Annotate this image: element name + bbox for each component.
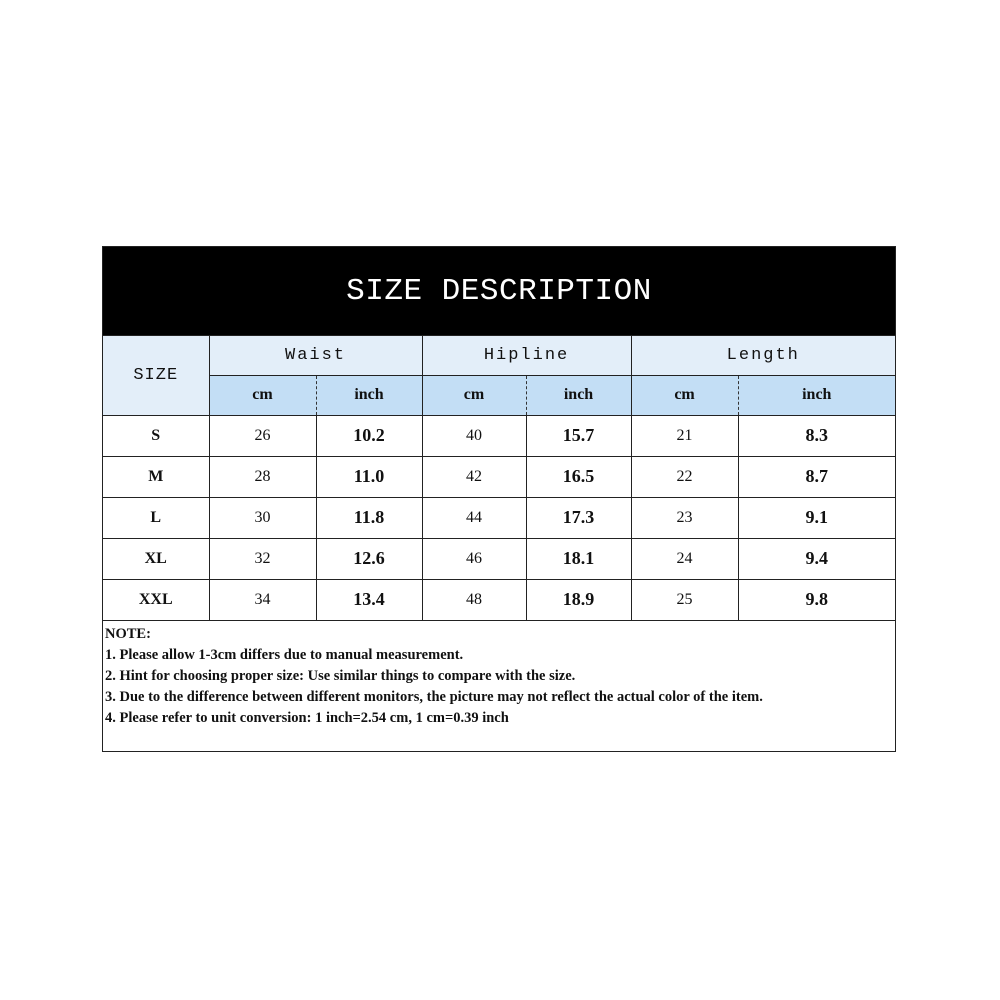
waist-cm-header: cm (209, 375, 316, 415)
hipline-cm-cell: 48 (422, 579, 526, 620)
length-cm-cell: 21 (631, 415, 738, 456)
table-row (103, 415, 895, 456)
length-inch-cell: 9.4 (738, 538, 895, 579)
hipline-inch-cell: 18.1 (526, 538, 631, 579)
table-row (103, 497, 895, 538)
size-cell: S (103, 415, 209, 456)
waist-cm-cell: 32 (209, 538, 316, 579)
length-inch-header: inch (738, 375, 895, 415)
size-cell: XL (103, 538, 209, 579)
length-inch-cell: 8.7 (738, 456, 895, 497)
hipline-inch-cell: 17.3 (526, 497, 631, 538)
hipline-cm-cell: 42 (422, 456, 526, 497)
length-cm-cell: 24 (631, 538, 738, 579)
size-column-header: SIZE (103, 336, 209, 415)
note-item: 1. Please allow 1-3cm differs due to manual measurement. (105, 646, 464, 663)
table-row (103, 538, 895, 579)
hipline-inch-cell: 18.9 (526, 579, 631, 620)
length-cm-cell: 22 (631, 456, 738, 497)
hipline-header: Hipline (422, 336, 631, 375)
hipline-inch-cell: 16.5 (526, 456, 631, 497)
waist-inch-cell: 12.6 (316, 538, 422, 579)
note-item: 3. Due to the difference between different monitors, the picture may not reflect the actual color of the item. (105, 688, 763, 705)
waist-cm-cell: 30 (209, 497, 316, 538)
size-cell: XXL (103, 579, 209, 620)
waist-inch-cell: 11.0 (316, 456, 422, 497)
notes-section (103, 621, 895, 733)
waist-cm-cell: 34 (209, 579, 316, 620)
hipline-cm-header: cm (422, 375, 526, 415)
waist-cm-cell: 28 (209, 456, 316, 497)
length-cm-header: cm (631, 375, 738, 415)
note-item: 2. Hint for choosing proper size: Use similar things to compare with the size. (105, 667, 576, 684)
size-cell: L (103, 497, 209, 538)
hipline-cm-cell: 44 (422, 497, 526, 538)
size-chart (102, 246, 896, 752)
waist-inch-header: inch (316, 375, 422, 415)
length-inch-cell: 9.8 (738, 579, 895, 620)
size-table (103, 336, 895, 621)
length-cm-cell: 23 (631, 497, 738, 538)
waist-inch-cell: 13.4 (316, 579, 422, 620)
note-item: 4. Please refer to unit conversion: 1 inch=2.54 cm, 1 cm=0.39 inch (105, 709, 509, 726)
chart-title: SIZE DESCRIPTION (103, 247, 895, 336)
waist-header: Waist (209, 336, 422, 375)
notes-heading: NOTE: (105, 625, 151, 642)
hipline-cm-cell: 40 (422, 415, 526, 456)
hipline-inch-header: inch (526, 375, 631, 415)
waist-inch-cell: 11.8 (316, 497, 422, 538)
length-header: Length (631, 336, 895, 375)
hipline-cm-cell: 46 (422, 538, 526, 579)
size-cell: M (103, 456, 209, 497)
waist-inch-cell: 10.2 (316, 415, 422, 456)
table-row (103, 456, 895, 497)
table-row (103, 579, 895, 620)
waist-cm-cell: 26 (209, 415, 316, 456)
hipline-inch-cell: 15.7 (526, 415, 631, 456)
length-inch-cell: 9.1 (738, 497, 895, 538)
length-inch-cell: 8.3 (738, 415, 895, 456)
length-cm-cell: 25 (631, 579, 738, 620)
